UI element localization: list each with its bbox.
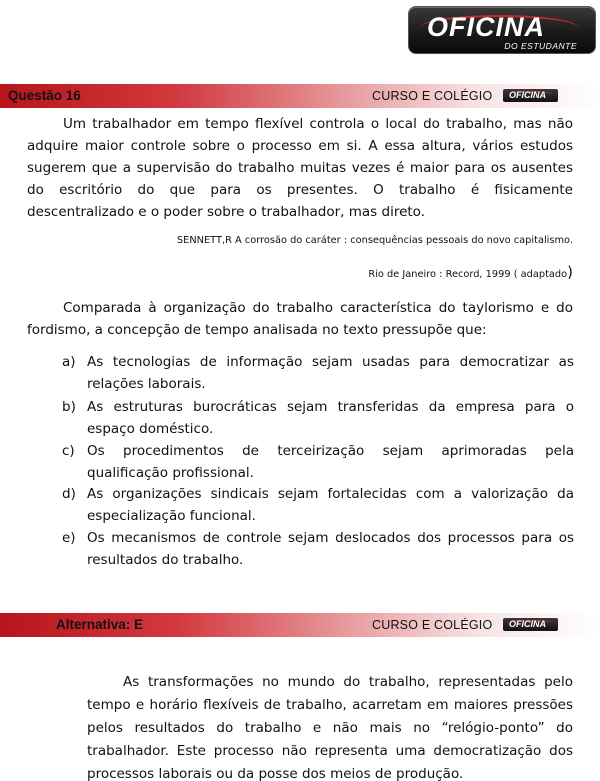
option-letter: a): [62, 354, 76, 370]
option-a[interactable]: [62, 351, 574, 395]
question-label: Questão 16: [8, 88, 81, 103]
source-citation-line1: SENNETT,R A corrosão do caráter : consequências pessoais do novo capitalismo.: [176, 235, 573, 246]
source-citation-text: Rio de Janeiro : Record, 1999 ( adaptado: [368, 269, 568, 280]
answer-explanation: As transformações no mundo do trabalho, representadas pelo tempo e horário flexíveis de trabalho, acarretam em maiores pressões pelos resultados do trabalho e não mais no “relógio-ponto” do trabalhador. Este processo não representa uma democratização dos processos laborais ou da posse dos meios de produção.: [87, 674, 573, 781]
question-passage: Um trabalhador em tempo flexível controla o local do trabalho, mas não adquire maior controle sobre o processo em si. A essa altura, vários estudos sugerem que a supervisão do trabalho muitas vezes é maior para os ausentes do escritório do que para os presentes. O trabalho é fisicamente descentralizado e o poder sobre o trabalhador, mas direto.: [27, 116, 573, 220]
option-b[interactable]: [62, 396, 574, 440]
option-c[interactable]: [62, 440, 574, 484]
option-text: As organizações sindicais sejam fortalecidas com a valorização da especialização funcional.: [87, 486, 574, 524]
question-header-bar: [0, 84, 600, 108]
answer-header-bar: [0, 613, 600, 637]
option-letter: d): [62, 486, 76, 502]
logo-brand-text: OFICINA: [427, 12, 545, 42]
mini-logo-text: OFICINA: [509, 619, 546, 629]
oficina-logo: [408, 6, 596, 54]
source-citation-line2: [150, 263, 573, 281]
answer-course-label: CURSO E COLÉGIO: [372, 618, 493, 632]
question-mini-logo: [503, 89, 558, 102]
answer-label: Alternativa: E: [56, 617, 144, 632]
logo-tagline: DO ESTUDANTE: [504, 41, 577, 51]
option-text: As estruturas burocráticas sejam transferidas da empresa para o espaço doméstico.: [87, 399, 574, 437]
mini-logo-text: OFICINA: [509, 90, 546, 100]
option-letter: b): [62, 399, 76, 415]
option-text: Os mecanismos de controle sejam deslocados dos processos para os resultados do trabalho.: [87, 530, 574, 568]
source-citation-paren: ): [567, 263, 573, 281]
option-letter: e): [62, 530, 76, 546]
option-letter: c): [62, 443, 75, 459]
question-course-label: CURSO E COLÉGIO: [372, 89, 493, 103]
option-text: Os procedimentos de terceirização sejam aprimoradas pela qualificação profissional.: [87, 443, 574, 481]
answer-mini-logo: [503, 618, 558, 631]
option-e[interactable]: [62, 527, 574, 571]
option-d[interactable]: [62, 483, 574, 527]
option-text: As tecnologias de informação sejam usadas para democratizar as relações laborais.: [87, 354, 574, 392]
question-prompt: Comparada à organização do trabalho característica do taylorismo e do fordismo, a concepção de tempo analisada no texto pressupõe que:: [27, 300, 573, 338]
